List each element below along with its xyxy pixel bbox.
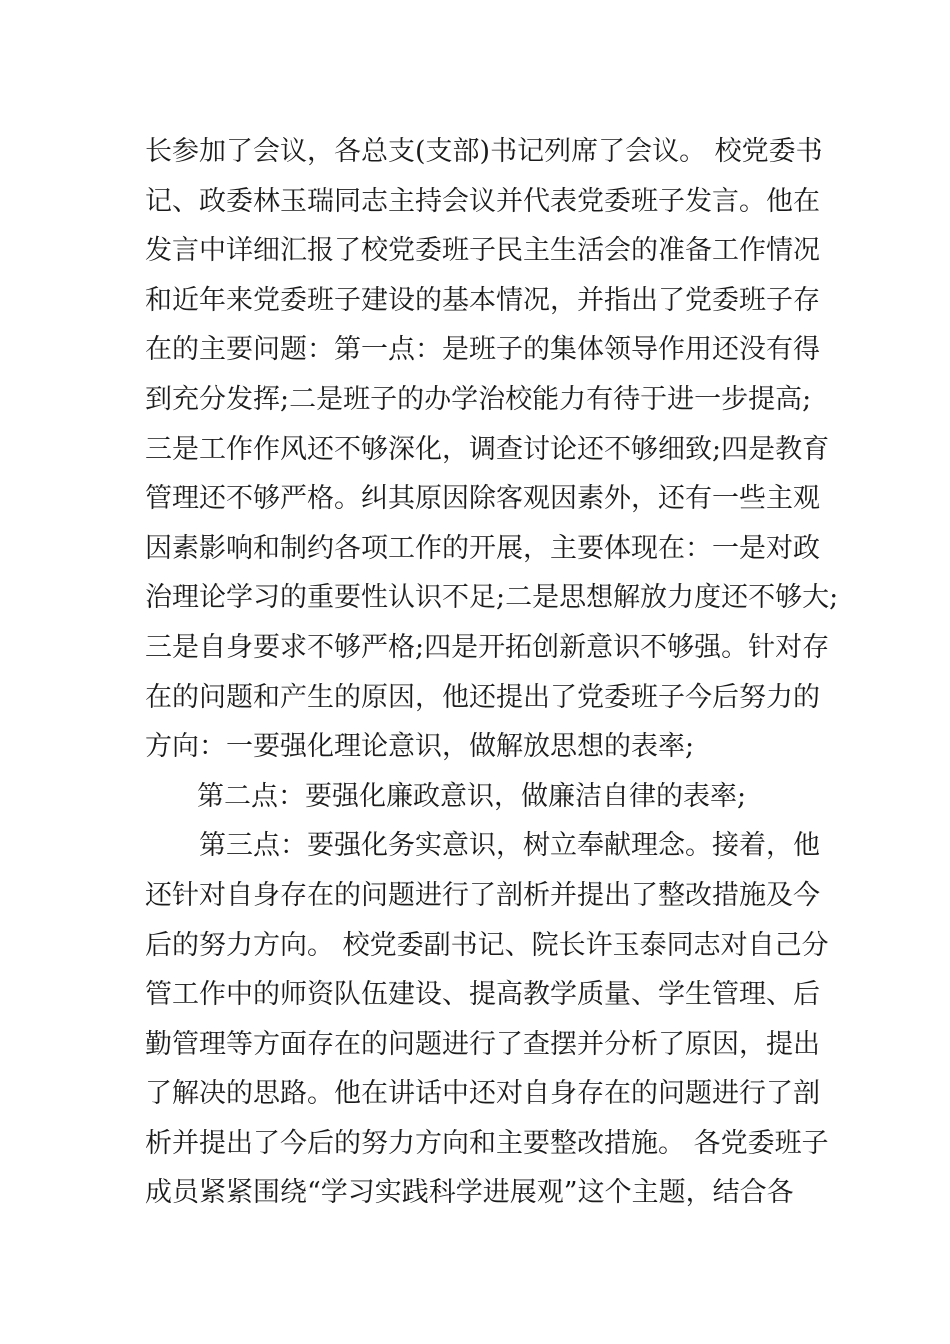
text-line: 发言中详细汇报了校党委班子民主生活会的准备工作情况 — [145, 235, 820, 267]
text-line: 治理论学习的重要性认识不足;二是思想解放力度还不够大; — [145, 582, 839, 614]
text-line: 三是工作作风还不够深化，调查讨论还不够细致;四是教育 — [145, 433, 830, 465]
text-line: 因素影响和制约各项工作的开展，主要体现在：一是对政 — [145, 532, 820, 564]
text-line: 勤管理等方面存在的问题进行了查摆并分析了原因，提出 — [145, 1028, 820, 1060]
text-line: 了解决的思路。他在讲话中还对自身存在的问题进行了剖 — [145, 1078, 820, 1110]
text-line: 长参加了会议，各总支(支部)书记列席了会议。 校党委书 — [145, 136, 823, 167]
text-line: 记、政委林玉瑞同志主持会议并代表党委班子发言。他在 — [145, 185, 820, 217]
paragraph-start-line: 第二点：要强化廉政意识，做廉洁自律的表率; — [197, 780, 747, 812]
text-line: 三是自身要求不够严格;四是开拓创新意识不够强。针对存 — [145, 631, 830, 663]
body-text — [145, 127, 839, 1218]
text-line: 管工作中的师资队伍建设、提高教学质量、学生管理、后 — [145, 979, 820, 1011]
text-line: 在的主要问题：第一点：是班子的集体领导作用还没有得 — [145, 334, 820, 366]
text-line: 在的问题和产生的原因，他还提出了党委班子今后努力的 — [145, 681, 820, 713]
text-line: 析并提出了今后的努力方向和主要整改措施。 各党委班子 — [145, 1127, 829, 1159]
text-line: 管理还不够严格。纠其原因除客观因素外，还有一些主观 — [145, 483, 820, 515]
paragraph-start-line: 第三点：要强化务实意识，树立奉献理念。接着，他 — [199, 830, 820, 862]
text-line: 方向：一要强化理论意识，做解放思想的表率; — [145, 731, 695, 763]
text-line: 还针对自身存在的问题进行了剖析并提出了整改措施及今 — [145, 879, 820, 911]
text-line: 和近年来党委班子建设的基本情况，并指出了党委班子存 — [145, 284, 820, 316]
text-line: 成员紧紧围绕“学习实践科学进展观”这个主题，结合各 — [145, 1177, 794, 1209]
text-line: 后的努力方向。 校党委副书记、院长许玉泰同志对自己分 — [145, 929, 829, 961]
text-line: 到充分发挥;二是班子的办学治校能力有待于进一步提高; — [145, 383, 812, 415]
